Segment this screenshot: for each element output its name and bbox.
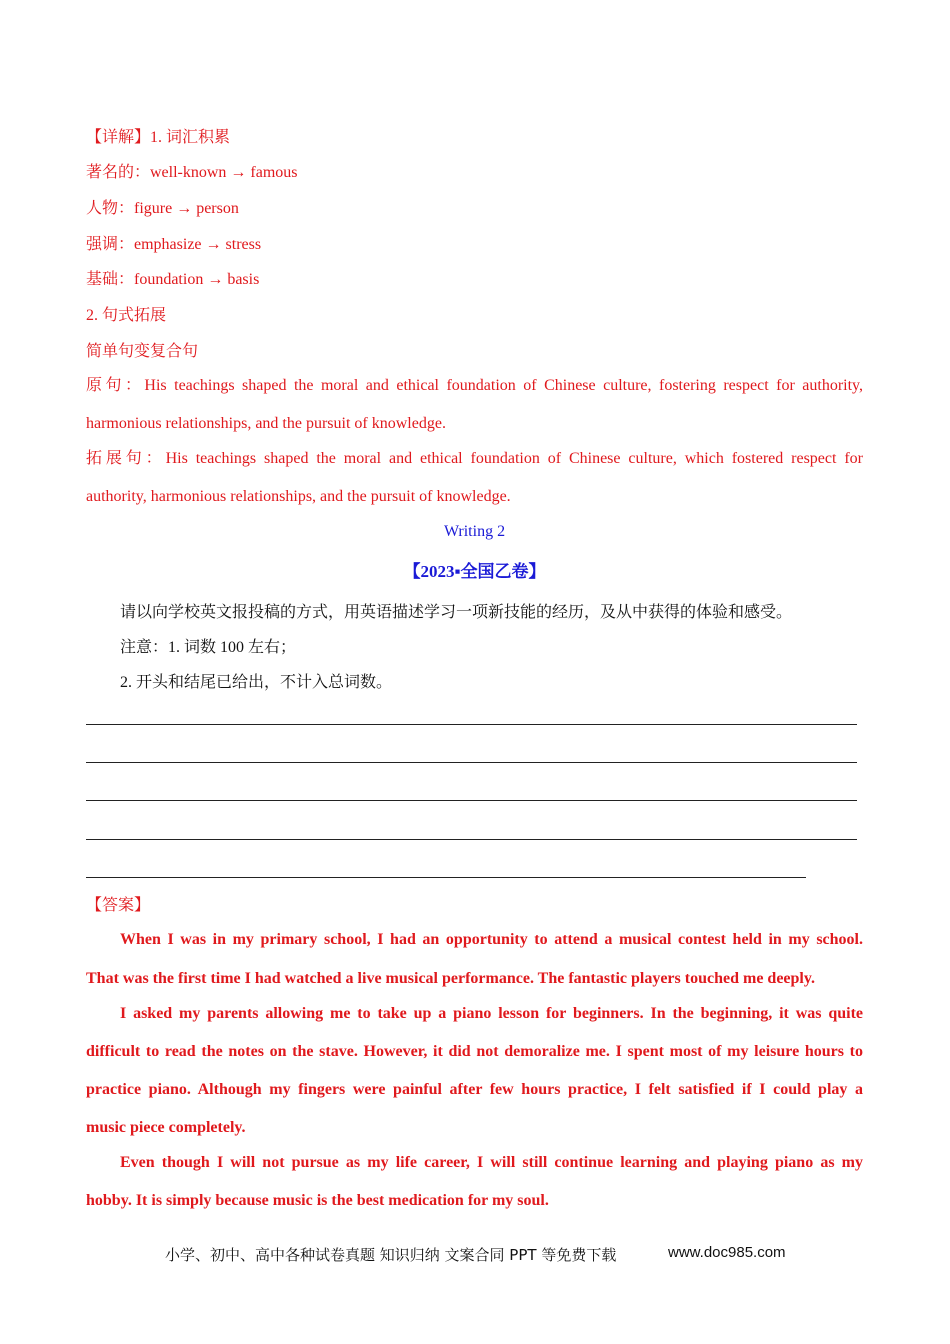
expanded-sentence-line-2: authority, harmonious relationships, and the pursuit of knowledge.: [86, 488, 511, 505]
vocab-item-person: 人物：figure → person: [86, 200, 239, 217]
answer-blank-line[interactable]: [86, 724, 857, 725]
writing-title: Writing 2: [443, 523, 506, 540]
answer-p2-line-1: I asked my parents allowing me to take up a piano lesson for beginners. In the beginning, it was quite: [120, 1005, 863, 1022]
answer-blank-line[interactable]: [86, 877, 806, 878]
answer-p2-line-4: music piece completely.: [86, 1119, 246, 1136]
answer-p3-line-1: Even though I will not pursue as my life career, I will still continue learning and playing piano as my: [120, 1154, 863, 1171]
writing-prompt: 请以向学校英文报投稿的方式，用英语描述学习一项新技能的经历，及从中获得的体验和感受。: [120, 604, 793, 621]
answer-blank-line[interactable]: [86, 800, 857, 801]
footer-text: 小学、初中、高中各种试卷真题 知识归纳 文案合同 PPT 等免费下载: [165, 1246, 617, 1264]
answer-p1-line-1: When I was in my primary school, I had an opportunity to attend a musical contest held in my school.: [120, 931, 863, 948]
exam-source: 【2023▪全国乙卷】: [403, 562, 546, 581]
sentence-section-heading: 2. 句式拓展: [86, 307, 167, 324]
expanded-sentence-line-1: 拓展句：His teachings shaped the moral and ethical foundation of Chinese culture, which fostered respect for: [86, 450, 863, 467]
detail-header: 【详解】1. 词汇积累: [86, 129, 231, 146]
footer-link[interactable]: www.doc985.com: [668, 1244, 786, 1261]
answer-p1-line-2: That was the first time I had watched a live musical performance. The fantastic players touched me deeply.: [86, 970, 815, 987]
vocab-item-stress: 强调：emphasize → stress: [86, 236, 262, 253]
original-sentence-line-2: harmonious relationships, and the pursuit of knowledge.: [86, 415, 446, 432]
answer-p3-line-2: hobby. It is simply because music is the best medication for my soul.: [86, 1192, 549, 1209]
answer-blank-line[interactable]: [86, 762, 857, 763]
sentence-type: 简单句变复合句: [86, 343, 199, 360]
answer-label: 【答案】: [86, 897, 151, 914]
vocab-item-famous: 著名的：well-known → famous: [86, 164, 298, 181]
original-sentence-line-1: 原句：His teachings shaped the moral and ethical foundation of Chinese culture, fostering respect for authority,: [86, 377, 863, 394]
answer-p2-line-2: difficult to read the notes on the stave. However, it did not demoralize me. I spent most of my leisure hours to: [86, 1043, 863, 1060]
writing-note-1: 注意：1. 词数 100 左右；: [120, 639, 297, 656]
vocab-item-basis: 基础：foundation → basis: [86, 271, 260, 288]
writing-note-2: 2. 开头和结尾已给出，不计入总词数。: [120, 674, 393, 691]
answer-blank-line[interactable]: [86, 839, 857, 840]
answer-p2-line-3: practice piano. Although my fingers were painful after few hours practice, I felt satisfied if I could play a: [86, 1081, 863, 1098]
